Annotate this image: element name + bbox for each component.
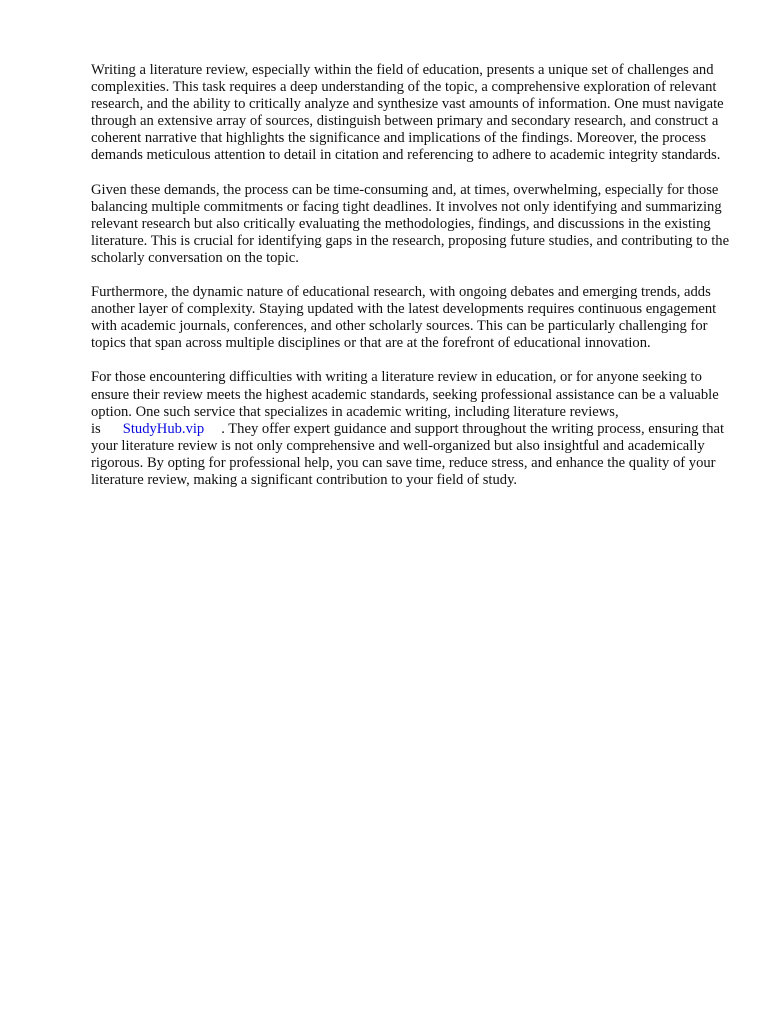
paragraph-demands: Given these demands, the process can be time-consuming and, at times, overwhelming, especially for those balancing multiple commitments or facing tight deadlines. It involves not only identifying and summarizing relevant research but also critically evaluating the methodologies, findings, and discussions in the existing literature. This is crucial for identifying gaps in the research, proposing future studies, and contributing to the scholarly conversation on the topic. (91, 181, 730, 266)
studyhub-link[interactable]: StudyHub.vip (122, 420, 205, 437)
paragraph-text-before-link: For those encountering difficulties with writing a literature review in education, or for anyone seeking to ensure their review meets the highest academic standards, seeking professional assistance can be a valuable option. One such service that specializes in academic writing, including literature reviews, is (91, 369, 719, 437)
paragraph-text-after-link: . They offer expert guidance and support throughout the writing process, ensuring that your literature review is not only comprehensive and well-organized but also insightful and academically rigorous. By opting for professional help, you can save time, reduce stress, and enhance the quality of your literature review, making a significant contribution to your field of study. (91, 420, 725, 488)
document-body (91, 62, 731, 506)
paragraph-service-recommendation (91, 369, 731, 489)
paragraph-dynamic-nature: Furthermore, the dynamic nature of educational research, with ongoing debates and emerging trends, adds another layer of complexity. Staying updated with the latest developments requires continuous engagement with academic journals, conferences, and other scholarly sources. This can be particularly challenging for topics that span across multiple disciplines or that are at the forefront of educational innovation. (91, 284, 717, 352)
paragraph-intro: Writing a literature review, especially within the field of education, presents a unique set of challenges and complexities. This task requires a deep understanding of the topic, a comprehensive exploration of relevant research, and the ability to critically analyze and synthesize vast amounts of information. One must navigate through an extensive array of sources, distinguish between primary and secondary research, and construct a coherent narrative that highlights the significance and implications of the findings. Moreover, the process demands meticulous attention to detail in citation and referencing to adhere to academic integrity standards. (91, 62, 724, 164)
